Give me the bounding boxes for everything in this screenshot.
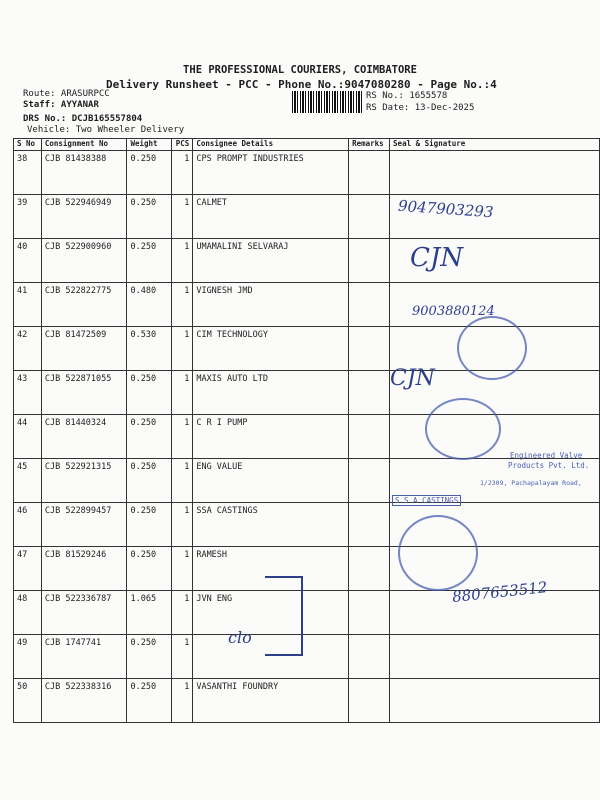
- sno-cell: 43: [14, 371, 42, 415]
- stamp-text: Engineered Valve: [510, 451, 583, 460]
- sno-cell: 50: [14, 679, 42, 723]
- table-row: [14, 635, 600, 679]
- sno-cell: 40: [14, 239, 42, 283]
- consignee-cell: CIM TECHNOLOGY: [193, 327, 349, 371]
- pcs-cell: 1: [172, 327, 193, 371]
- remarks-cell: [349, 547, 390, 591]
- remarks-cell: [349, 635, 390, 679]
- col-sno: S No: [14, 139, 42, 151]
- company-stamp: [425, 398, 501, 460]
- sno-cell: 39: [14, 195, 42, 239]
- pcs-cell: 1: [172, 547, 193, 591]
- table-header-row: [14, 139, 600, 151]
- sno-cell: 42: [14, 327, 42, 371]
- stamp-text: S.S.A CASTINGS: [392, 495, 461, 506]
- table-row: [14, 371, 600, 415]
- consignee-cell: RAMESH: [193, 547, 349, 591]
- pcs-cell: 1: [172, 459, 193, 503]
- consignment-cell: CJB 522338316: [41, 679, 127, 723]
- table-row: [14, 239, 600, 283]
- page-subtitle: Delivery Runsheet - PCC - Phone No.:9047080280 - Page No.:4: [106, 78, 497, 91]
- consignment-cell: CJB 522946949: [41, 195, 127, 239]
- remarks-cell: [349, 151, 390, 195]
- consignment-cell: CJB 81440324: [41, 415, 127, 459]
- remarks-cell: [349, 591, 390, 635]
- sno-cell: 47: [14, 547, 42, 591]
- company-stamp: [398, 515, 478, 591]
- sno-cell: 45: [14, 459, 42, 503]
- consignee-cell: UMAMALINI SELVARAJ: [193, 239, 349, 283]
- handwritten-phone: 9047903293: [397, 196, 494, 222]
- rs-date-label: RS Date: 13-Dec-2025: [366, 103, 475, 113]
- remarks-cell: [349, 195, 390, 239]
- page-title: THE PROFESSIONAL COURIERS, COIMBATORE: [183, 64, 417, 76]
- signature-cell: [390, 151, 600, 195]
- sno-cell: 48: [14, 591, 42, 635]
- consignment-cell: CJB 1747741: [41, 635, 127, 679]
- col-consignment: Consignment No: [41, 139, 127, 151]
- table-row: [14, 283, 600, 327]
- remarks-cell: [349, 239, 390, 283]
- table-row: [14, 503, 600, 547]
- consignee-cell: JVN ENG: [193, 591, 349, 635]
- consignment-cell: CJB 81529246: [41, 547, 127, 591]
- consignment-cell: CJB 522900960: [41, 239, 127, 283]
- col-remarks: Remarks: [349, 139, 390, 151]
- remarks-cell: [349, 415, 390, 459]
- handwritten-phone: 9003880124: [412, 304, 495, 319]
- remarks-cell: [349, 371, 390, 415]
- weight-cell: 0.250: [127, 239, 172, 283]
- consignee-cell: SSA CASTINGS: [193, 503, 349, 547]
- sno-cell: 46: [14, 503, 42, 547]
- weight-cell: 1.065: [127, 591, 172, 635]
- pcs-cell: 1: [172, 283, 193, 327]
- signature-cell: [390, 635, 600, 679]
- pcs-cell: 1: [172, 503, 193, 547]
- remarks-cell: [349, 503, 390, 547]
- handwritten-sign: CJN: [410, 243, 464, 273]
- consignee-cell: CALMET: [193, 195, 349, 239]
- barcode: [292, 91, 362, 113]
- consignment-cell: CJB 522336787: [41, 591, 127, 635]
- pcs-cell: 1: [172, 635, 193, 679]
- table-row: [14, 151, 600, 195]
- sno-cell: 41: [14, 283, 42, 327]
- rs-no-label: RS No.: 1655578: [366, 91, 448, 101]
- weight-cell: 0.530: [127, 327, 172, 371]
- consignment-cell: CJB 522899457: [41, 503, 127, 547]
- drs-label: DRS No.: DCJB165557804: [23, 114, 143, 124]
- consignment-cell: CJB 81438388: [41, 151, 127, 195]
- consignment-cell: CJB 522921315: [41, 459, 127, 503]
- weight-cell: 0.250: [127, 195, 172, 239]
- consignee-cell: VASANTHI FOUNDRY: [193, 679, 349, 723]
- consignment-cell: CJB 522822775: [41, 283, 127, 327]
- col-consignee: Consignee Details: [193, 139, 349, 151]
- consignment-cell: CJB 81472509: [41, 327, 127, 371]
- staff-label: Staff: AYYANAR: [23, 100, 99, 110]
- company-stamp: [457, 316, 527, 380]
- weight-cell: 0.250: [127, 679, 172, 723]
- pcs-cell: 1: [172, 415, 193, 459]
- weight-cell: 0.250: [127, 503, 172, 547]
- col-weight: Weight: [127, 139, 172, 151]
- handwritten-phone: 8807653512: [451, 578, 549, 606]
- remarks-cell: [349, 679, 390, 723]
- pcs-cell: 1: [172, 371, 193, 415]
- consignee-cell: CPS PROMPT INDUSTRIES: [193, 151, 349, 195]
- weight-cell: 0.250: [127, 371, 172, 415]
- weight-cell: 0.250: [127, 459, 172, 503]
- sno-cell: 49: [14, 635, 42, 679]
- col-pcs: PCS: [172, 139, 193, 151]
- col-signature: Seal & Signature: [390, 139, 600, 151]
- stamp-text: Products Pvt. Ltd.: [508, 461, 590, 470]
- weight-cell: 0.250: [127, 415, 172, 459]
- pcs-cell: 1: [172, 195, 193, 239]
- weight-cell: 0.250: [127, 635, 172, 679]
- consignee-cell: ENG VALUE: [193, 459, 349, 503]
- remarks-cell: [349, 327, 390, 371]
- consignee-cell: C R I PUMP: [193, 415, 349, 459]
- weight-cell: 0.250: [127, 547, 172, 591]
- consignee-cell: VIGNESH JMD: [193, 283, 349, 327]
- pcs-cell: 1: [172, 591, 193, 635]
- table-row: [14, 195, 600, 239]
- vehicle-label: Vehicle: Two Wheeler Delivery: [27, 125, 185, 135]
- pcs-cell: 1: [172, 239, 193, 283]
- consignment-cell: CJB 522871055: [41, 371, 127, 415]
- handwritten-sign: CJN: [390, 366, 435, 391]
- handwritten-note: clo: [228, 628, 252, 647]
- remarks-cell: [349, 283, 390, 327]
- route-label: Route: ARASURPCC: [23, 89, 110, 99]
- sno-cell: 38: [14, 151, 42, 195]
- pcs-cell: 1: [172, 679, 193, 723]
- consignee-cell: MAXIS AUTO LTD: [193, 371, 349, 415]
- weight-cell: 0.480: [127, 283, 172, 327]
- stamp-text: 1/2309, Pachapalayam Road,: [480, 479, 582, 487]
- weight-cell: 0.250: [127, 151, 172, 195]
- handwritten-bracket: [265, 576, 303, 656]
- table-row: [14, 679, 600, 723]
- pcs-cell: 1: [172, 151, 193, 195]
- remarks-cell: [349, 459, 390, 503]
- signature-cell: [390, 679, 600, 723]
- runsheet-table: [13, 138, 600, 723]
- sno-cell: 44: [14, 415, 42, 459]
